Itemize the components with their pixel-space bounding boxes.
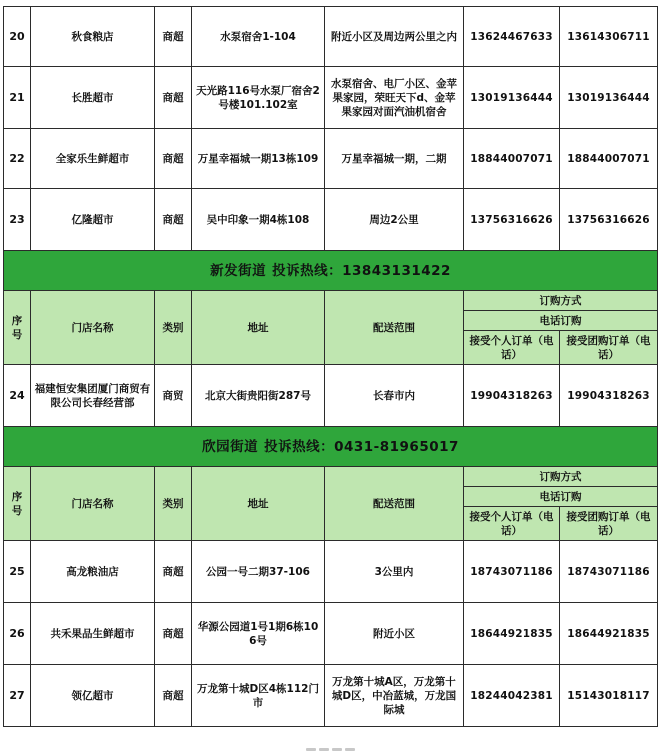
row-number: 27 bbox=[4, 665, 31, 727]
header-address: 地址 bbox=[192, 291, 325, 365]
store-address: 北京大街贵阳街287号 bbox=[192, 365, 325, 427]
header-group-order: 接受团购订单（电话） bbox=[560, 507, 658, 541]
store-address: 万星幸福城一期13栋109 bbox=[192, 129, 325, 189]
store-address: 华源公园道1号1期6栋106号 bbox=[192, 603, 325, 665]
personal-order-phone: 13019136444 bbox=[464, 67, 560, 129]
delivery-range: 长春市内 bbox=[325, 365, 464, 427]
table-row bbox=[4, 67, 658, 129]
table-row bbox=[4, 665, 658, 727]
store-name: 长胜超市 bbox=[31, 67, 155, 129]
row-number: 26 bbox=[4, 603, 31, 665]
store-type: 商超 bbox=[155, 67, 192, 129]
hotline-label: 投诉热线： bbox=[272, 262, 343, 279]
store-address: 吴中印象一期4栋108 bbox=[192, 189, 325, 251]
delivery-range: 3公里内 bbox=[325, 541, 464, 603]
row-number: 23 bbox=[4, 189, 31, 251]
table-row bbox=[4, 365, 658, 427]
header-no: 序号 bbox=[4, 291, 31, 365]
store-name: 全家乐生鲜超市 bbox=[31, 129, 155, 189]
section-title-cell bbox=[4, 251, 658, 291]
store-type: 商贸 bbox=[155, 365, 192, 427]
header-order-method: 订购方式 bbox=[464, 467, 658, 487]
delivery-range: 周边2公里 bbox=[325, 189, 464, 251]
cropped-text-fragment bbox=[306, 736, 362, 740]
header-type: 类别 bbox=[155, 467, 192, 541]
header-order-method: 订购方式 bbox=[464, 291, 658, 311]
store-name: 领亿超市 bbox=[31, 665, 155, 727]
group-order-phone: 13019136444 bbox=[560, 67, 658, 129]
store-address: 公园一号二期37-106 bbox=[192, 541, 325, 603]
delivery-range: 万星幸福城一期，二期 bbox=[325, 129, 464, 189]
store-address: 万龙第十城D区4栋112门市 bbox=[192, 665, 325, 727]
delivery-range: 水泵宿舍、电厂小区、金苹果家园，荣旺天下d、金苹果家园对面汽油机宿舍 bbox=[325, 67, 464, 129]
group-order-phone: 19904318263 bbox=[560, 365, 658, 427]
store-table bbox=[3, 6, 658, 727]
section-header-xinyuan bbox=[4, 427, 658, 467]
section-title-cell bbox=[4, 427, 658, 467]
header-phone-order: 电话订购 bbox=[464, 487, 658, 507]
store-type: 商超 bbox=[155, 7, 192, 67]
store-type: 商超 bbox=[155, 129, 192, 189]
hotline-number: 0431-81965017 bbox=[334, 438, 459, 455]
store-type: 商超 bbox=[155, 189, 192, 251]
hotline-label: 投诉热线： bbox=[264, 438, 335, 455]
group-order-phone: 13614306711 bbox=[560, 7, 658, 67]
header-group-order: 接受团购订单（电话） bbox=[560, 331, 658, 365]
header-name: 门店名称 bbox=[31, 467, 155, 541]
section-title: 新发街道 bbox=[210, 262, 267, 279]
header-phone-order: 电话订购 bbox=[464, 311, 658, 331]
header-personal-order: 接受个人订单（电话） bbox=[464, 331, 560, 365]
group-order-phone: 18844007071 bbox=[560, 129, 658, 189]
store-type: 商超 bbox=[155, 603, 192, 665]
delivery-range: 附近小区及周边两公里之内 bbox=[325, 7, 464, 67]
personal-order-phone: 18844007071 bbox=[464, 129, 560, 189]
row-number: 25 bbox=[4, 541, 31, 603]
table-row bbox=[4, 7, 658, 67]
store-type: 商超 bbox=[155, 541, 192, 603]
store-name: 亿隆超市 bbox=[31, 189, 155, 251]
header-range: 配送范围 bbox=[325, 467, 464, 541]
section-title: 欣园街道 bbox=[202, 438, 259, 455]
header-type: 类别 bbox=[155, 291, 192, 365]
hotline-number: 13843131422 bbox=[342, 262, 451, 279]
table-row bbox=[4, 541, 658, 603]
delivery-range: 附近小区 bbox=[325, 603, 464, 665]
personal-order-phone: 19904318263 bbox=[464, 365, 560, 427]
header-no: 序号 bbox=[4, 467, 31, 541]
personal-order-phone: 18244042381 bbox=[464, 665, 560, 727]
group-order-phone: 18644921835 bbox=[560, 603, 658, 665]
store-type: 商超 bbox=[155, 665, 192, 727]
section-header-xinfa bbox=[4, 251, 658, 291]
personal-order-phone: 18743071186 bbox=[464, 541, 560, 603]
store-name: 共禾果品生鲜超市 bbox=[31, 603, 155, 665]
personal-order-phone: 13756316626 bbox=[464, 189, 560, 251]
row-number: 22 bbox=[4, 129, 31, 189]
store-name: 福建恒安集团厦门商贸有限公司长春经营部 bbox=[31, 365, 155, 427]
row-number: 24 bbox=[4, 365, 31, 427]
row-number: 20 bbox=[4, 7, 31, 67]
store-address: 水泵宿舍1-104 bbox=[192, 7, 325, 67]
column-header-row bbox=[4, 467, 658, 487]
group-order-phone: 18743071186 bbox=[560, 541, 658, 603]
store-address: 天光路116号水泵厂宿舍2号楼101.102室 bbox=[192, 67, 325, 129]
store-name: 高龙粮油店 bbox=[31, 541, 155, 603]
header-range: 配送范围 bbox=[325, 291, 464, 365]
table-row bbox=[4, 129, 658, 189]
row-number: 21 bbox=[4, 67, 31, 129]
group-order-phone: 13756316626 bbox=[560, 189, 658, 251]
delivery-range: 万龙第十城A区，万龙第十城D区，中冶蓝城，万龙国际城 bbox=[325, 665, 464, 727]
column-header-row bbox=[4, 291, 658, 311]
personal-order-phone: 18644921835 bbox=[464, 603, 560, 665]
header-name: 门店名称 bbox=[31, 291, 155, 365]
table-row bbox=[4, 603, 658, 665]
header-address: 地址 bbox=[192, 467, 325, 541]
group-order-phone: 15143018117 bbox=[560, 665, 658, 727]
store-name: 秋食粮店 bbox=[31, 7, 155, 67]
personal-order-phone: 13624467633 bbox=[464, 7, 560, 67]
header-personal-order: 接受个人订单（电话） bbox=[464, 507, 560, 541]
table-row bbox=[4, 189, 658, 251]
